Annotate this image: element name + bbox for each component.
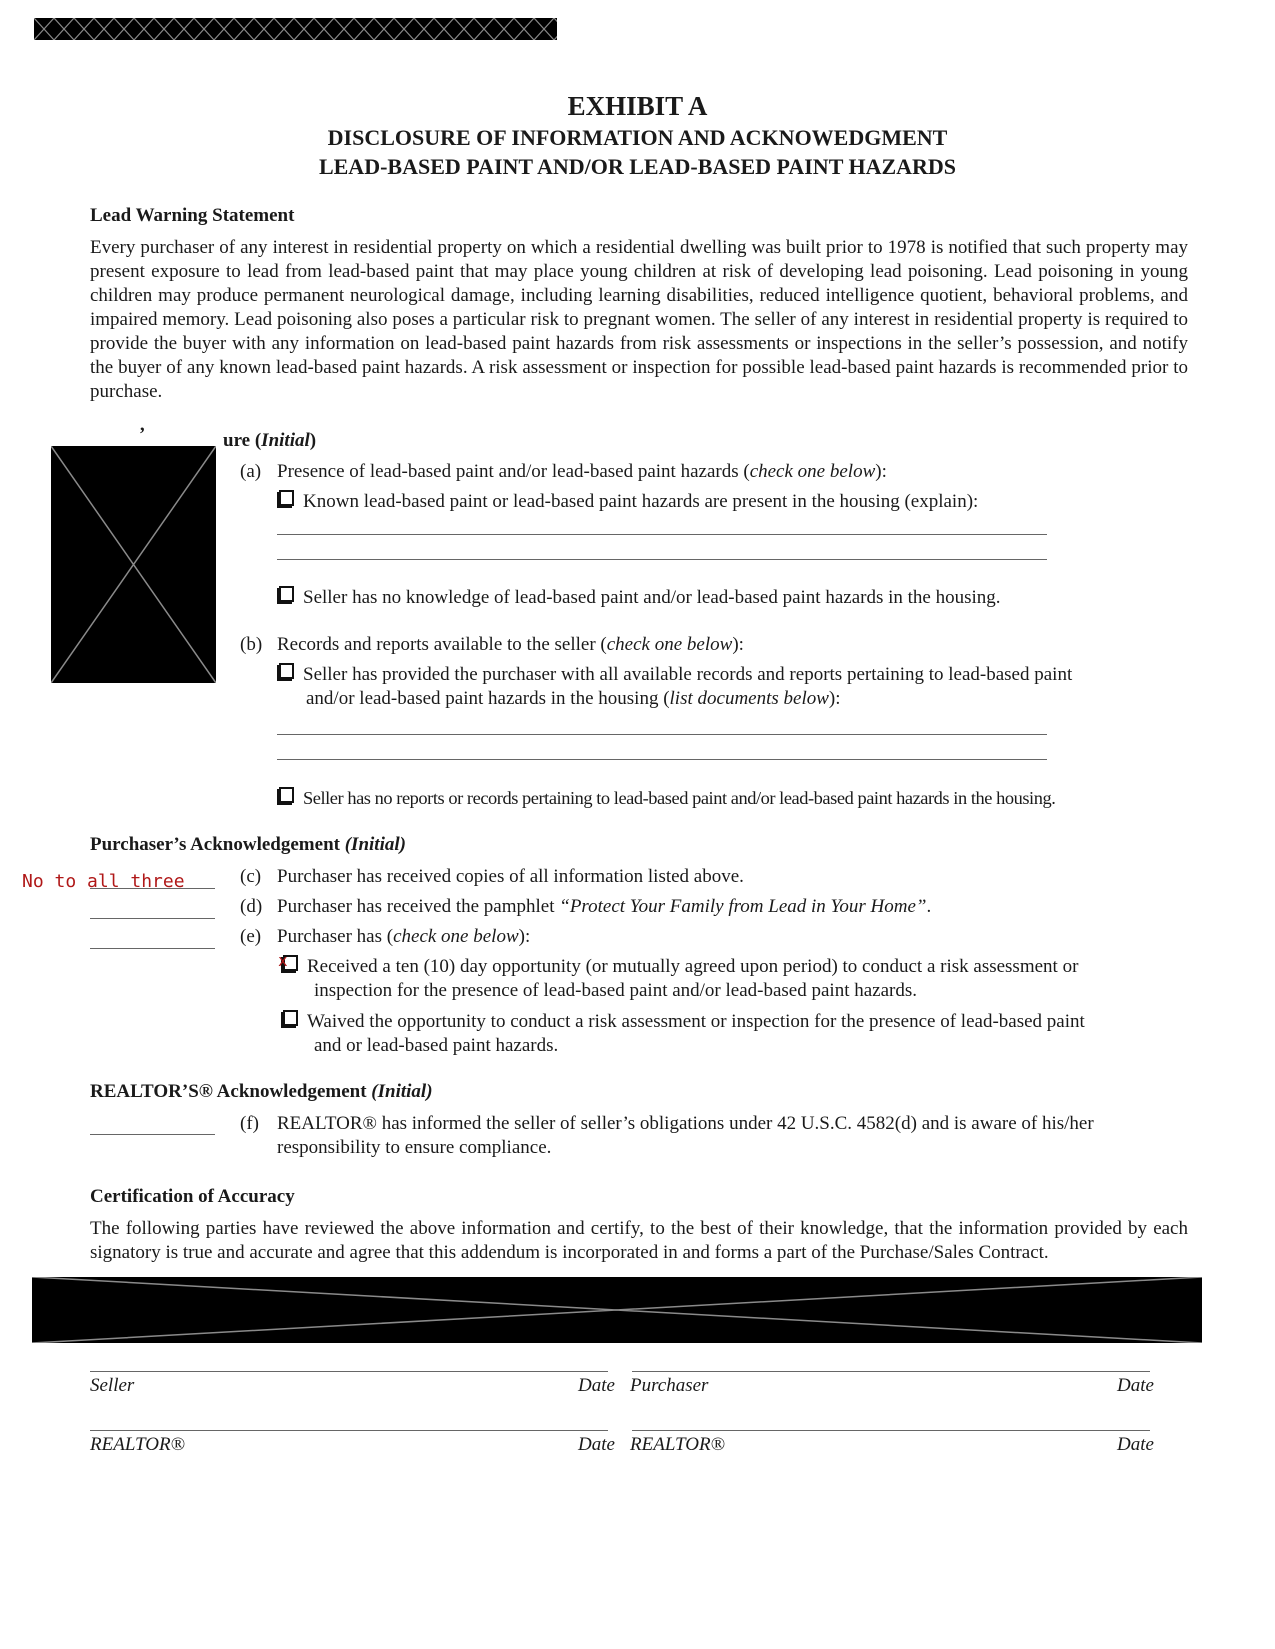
item-b-option-provided[interactable] [279, 663, 1072, 687]
known-hazards-label: Known lead-based paint or lead-based paint hazards are present in the housing (explain): [303, 491, 979, 512]
disclosure-title: DISCLOSURE OF INFORMATION AND ACKNOWEDGMENT [327, 125, 948, 150]
item-a-option-no-knowledge[interactable] [279, 586, 1001, 610]
initial-line-f[interactable] [90, 1134, 215, 1135]
lead-warning-body: Every purchaser of any interest in residential property on which a residential dwelling was built prior to 1978 is notified that such property may present exposure to lead from lead-based paint that may place young children at risk of developing lead poisoning. Lead poisoning in young children may produce permanent neurological damage, including learning disabilities, reduced intelligence quotient, behavioral problems, and impaired memory. Lead poisoning also poses a particular risk to pregnant women. The seller of any interest in residential property is required to provide the buyer with any information on lead-based paint hazards from risk assessments or inspections in the seller’s possession, and notify the buyer of any known lead-based paint hazards. A risk assessment or inspection for possible lead-based paint hazards is recommended prior to purchase. [90, 237, 1188, 402]
item-e-close: ): [518, 926, 531, 947]
item-c-letter: (c) [240, 866, 262, 887]
purchaser-ack-initial: (Initial) [344, 834, 406, 855]
redacted-heading-fragment: ’ [139, 424, 146, 445]
initial-line-e[interactable] [90, 948, 215, 949]
item-b-option-provided-line2 [306, 687, 841, 711]
seller-heading-text: ure ( [223, 430, 262, 451]
no-records-label: Seller has no reports or records pertaining to lead-based paint and/or lead-based paint hazards in the housing. [303, 788, 1056, 808]
initial-line-c[interactable] [90, 888, 215, 889]
item-e-option-waived[interactable] [283, 1010, 1085, 1034]
seller-label: Seller [90, 1375, 135, 1396]
item-a-close: ): [875, 461, 887, 482]
item-f-line2: responsibility to ensure compliance. [277, 1137, 552, 1158]
received-opportunity-label: Received a ten (10) day opportunity (or mutually agreed upon period) to conduct a risk assessment or [307, 956, 1079, 977]
item-b-close: ): [732, 634, 744, 655]
initial-line-d[interactable] [90, 918, 215, 919]
lead-warning-heading: Lead Warning Statement [90, 205, 295, 226]
list-documents-close: ): [828, 688, 841, 709]
purchaser-label: Purchaser [630, 1375, 709, 1396]
item-d-letter: (d) [240, 896, 263, 917]
item-f-line1: REALTOR® has informed the seller of seller’s obligations under 42 U.S.C. 4582(d) and is aware of his/her [277, 1113, 1094, 1134]
item-e-letter: (e) [240, 926, 262, 947]
seller-signature-line[interactable] [90, 1371, 608, 1372]
item-e-note: check one below [393, 926, 519, 947]
certification-body: The following parties have reviewed the above information and certify, to the best of their knowledge, that the information provided by each signatory is true and accurate and agree that this addendum is incorporated in and forms a part of the Purchase/Sales Contract. [90, 1218, 1188, 1263]
realtor-right-date-label: Date [1117, 1434, 1154, 1455]
waived-opportunity-checkbox[interactable] [283, 1010, 298, 1026]
item-f-letter: (f) [240, 1113, 259, 1134]
handwritten-note: No to all three [22, 871, 185, 892]
records-provided-label: Seller has provided the purchaser with all available records and reports pertaining to lead-based paint [303, 664, 1073, 685]
realtor-ack-heading [90, 1080, 433, 1104]
item-d-end: . [926, 896, 932, 917]
no-knowledge-checkbox[interactable] [279, 586, 294, 602]
item-a-text [277, 460, 887, 484]
item-b-option-no-records[interactable] [279, 786, 1055, 810]
realtor-right-label: REALTOR® [630, 1434, 725, 1455]
item-e-option-waived-line2: and or lead-based paint hazards. [314, 1035, 559, 1056]
documents-line-2[interactable] [277, 759, 1047, 760]
purchaser-ack-title: Purchaser’s Acknowledgement [90, 834, 345, 855]
lead-paint-title: LEAD-BASED PAINT AND/OR LEAD-BASED PAINT HAZARDS [318, 154, 957, 179]
realtor-left-signature-line[interactable] [90, 1430, 608, 1431]
item-b-note: check one below [606, 634, 733, 655]
realtor-left-label: REALTOR® [90, 1434, 185, 1455]
initials-redaction-box [51, 446, 216, 683]
realtor-right-signature-line[interactable] [632, 1430, 1150, 1431]
exhibit-title: EXHIBIT A [567, 91, 708, 121]
item-b-text [277, 633, 744, 657]
item-a-lead: Presence of lead-based paint and/or lead-based paint hazards ( [277, 461, 750, 482]
item-e-text [277, 925, 530, 949]
seller-heading-initial: Initial [261, 430, 310, 451]
no-records-checkbox[interactable] [279, 787, 294, 803]
no-knowledge-label: Seller has no knowledge of lead-based paint and/or lead-based paint hazards in the housing. [303, 587, 1001, 608]
item-a-option-known[interactable] [279, 490, 978, 514]
item-e-option-received[interactable] [283, 955, 1078, 979]
signature-redaction-cross [32, 1277, 1202, 1343]
item-c-text: Purchaser has received copies of all information listed above. [277, 866, 744, 887]
seller-disclosure-heading [223, 429, 316, 453]
item-d-lead: Purchaser has received the pamphlet [277, 896, 560, 917]
explain-line-1[interactable] [277, 534, 1047, 535]
item-a-letter: (a) [240, 461, 262, 482]
certification-heading: Certification of Accuracy [90, 1186, 295, 1207]
item-d-text [277, 895, 931, 919]
item-b-letter: (b) [240, 634, 263, 655]
redaction-cross [51, 446, 216, 683]
explain-line-2[interactable] [277, 559, 1047, 560]
known-hazards-checkbox[interactable] [279, 490, 294, 506]
records-provided-checkbox[interactable] [279, 663, 294, 679]
documents-line-1[interactable] [277, 734, 1047, 735]
item-e-option-received-line2: inspection for the presence of lead-based paint and/or lead-based paint hazards. [314, 980, 917, 1001]
redaction-pattern [34, 18, 557, 40]
realtor-left-date-label: Date [578, 1434, 615, 1455]
top-redaction-bar [34, 18, 557, 40]
realtor-ack-initial: (Initial) [371, 1081, 433, 1102]
purchaser-signature-line[interactable] [632, 1371, 1150, 1372]
checkbox-mark: x [278, 951, 288, 970]
realtor-ack-title: REALTOR’S® Acknowledgement [90, 1081, 372, 1102]
item-e-lead: Purchaser has ( [277, 926, 394, 947]
item-b-lead: Records and reports available to the seller ( [277, 634, 607, 655]
item-a-note: check one below [749, 461, 876, 482]
signature-redaction-bar [32, 1277, 1202, 1343]
purchaser-ack-heading [90, 833, 406, 857]
list-documents-note: list documents below [669, 688, 829, 709]
seller-date-label: Date [578, 1375, 615, 1396]
seller-heading-close: ) [309, 430, 317, 451]
purchaser-date-label: Date [1117, 1375, 1154, 1396]
pamphlet-title: “Protect Your Family from Lead in Your Home” [559, 896, 927, 917]
records-provided-label-2: and/or lead-based paint hazards in the housing ( [306, 688, 670, 709]
waived-opportunity-label: Waived the opportunity to conduct a risk assessment or inspection for the presence of lead-based paint [307, 1011, 1085, 1032]
